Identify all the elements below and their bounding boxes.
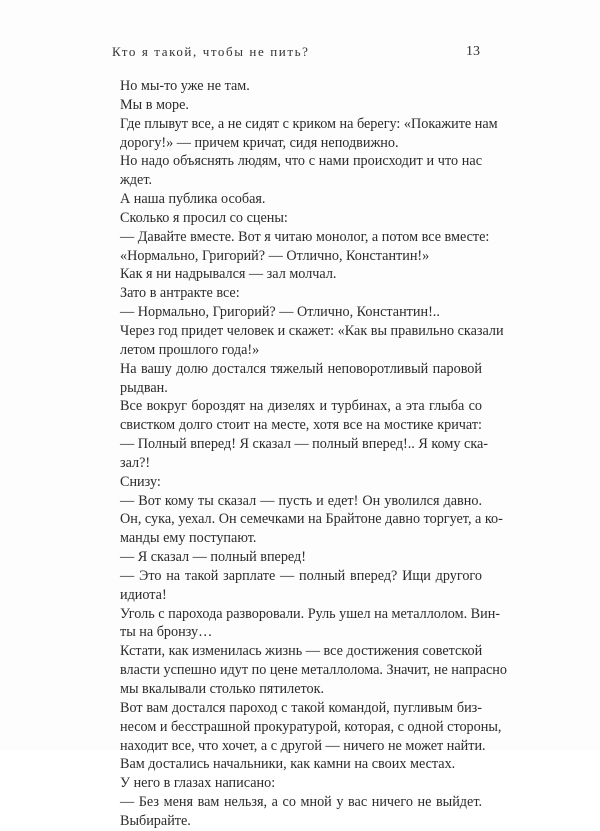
text-line: Но мы-то уже не там. <box>120 78 250 94</box>
text-line: Мы в море. <box>120 96 189 113</box>
text-line: власти успешно идут по цене металлолома. Значит, не напрасно <box>120 662 507 679</box>
text-line: зал?! <box>120 454 151 471</box>
text-line: манды ему поступают. <box>120 530 257 547</box>
text-line: «Нормально, Григорий? — Отлично, Константин!» <box>120 247 430 264</box>
text-line: Сколько я просил со сцены: <box>120 209 288 226</box>
text-line: Через год придет человек и скажет: «Как вы правильно сказали <box>120 322 504 339</box>
text-line: Зато в антракте все: <box>120 285 240 302</box>
text-line: — Полный вперед! Я сказал — полный вперед!.. Я кому ска- <box>120 436 489 453</box>
text-line: А наша публика особая. <box>120 191 266 208</box>
text-line: Уголь с парохода разворовали. Руль ушел на металлолом. Вин- <box>120 605 501 622</box>
text-line: Выбирайте. <box>120 812 191 829</box>
text-line: дорогу!» — причем кричат, сидя неподвижно. <box>120 134 399 151</box>
text-line: несом и бесстрашной прокуратурой, которая, с одной стороны, <box>120 718 502 735</box>
text-line: Снизу: <box>120 473 161 490</box>
text-line: рыдван. <box>120 379 168 396</box>
text-line: Все вокруг бороздят на дизелях и турбинах, а эта глыба со <box>120 398 482 415</box>
text-line: Как я ни надрывался — зал молчал. <box>120 266 337 283</box>
text-line: мы вкалывали столько пятилеток. <box>120 681 325 697</box>
text-line: Но надо объяснять людям, что с нами происходит и что нас <box>120 153 482 170</box>
text-line: У него в глазах написано: <box>120 775 276 792</box>
text-line: Вот вам достался пароход с такой командой, пугливым биз- <box>120 699 482 716</box>
text-line: ты на бронзу… <box>120 624 213 641</box>
text-line: — Нормально, Григорий? — Отлично, Константин!.. <box>120 304 440 321</box>
text-line: — Вот кому ты сказал — пусть и едет! Он уволился давно. <box>120 492 482 509</box>
text-line: находит все, что хочет, а с другой — ничего не может найти. <box>120 737 486 754</box>
text-line: — Это на такой зарплате — полный вперед? Ищи другого <box>120 567 482 584</box>
text-line: — Без меня вам нельзя, а со мной у вас ничего не выйдет. <box>120 794 482 811</box>
text-line: летом прошлого года!» <box>120 341 260 358</box>
text-line: идиота! <box>120 586 167 603</box>
running-title: Кто я такой, чтобы не пить? <box>112 44 310 59</box>
page-number: 13 <box>466 44 480 59</box>
text-line: — Давайте вместе. Вот я читаю монолог, а потом все вместе: <box>120 228 490 245</box>
body-text <box>120 77 507 831</box>
text-line: Кстати, как изменилась жизнь — все достижения советской <box>120 643 483 660</box>
text-line: Вам достались начальники, как камни на своих местах. <box>120 756 456 773</box>
text-line: Он, сука, уехал. Он семечками на Брайтоне давно торгует, а ко- <box>120 511 503 528</box>
text-line: На вашу долю достался тяжелый неповоротливый паровой <box>120 360 482 377</box>
text-line: ждет. <box>120 172 152 189</box>
text-line: Где плывут все, а не сидят с криком на берегу: «Покажите нам <box>120 115 498 132</box>
text-line: — Я сказал — полный вперед! <box>120 549 306 566</box>
text-line: свистком долго стоит на месте, хотя все на мостике кричат: <box>120 417 482 434</box>
